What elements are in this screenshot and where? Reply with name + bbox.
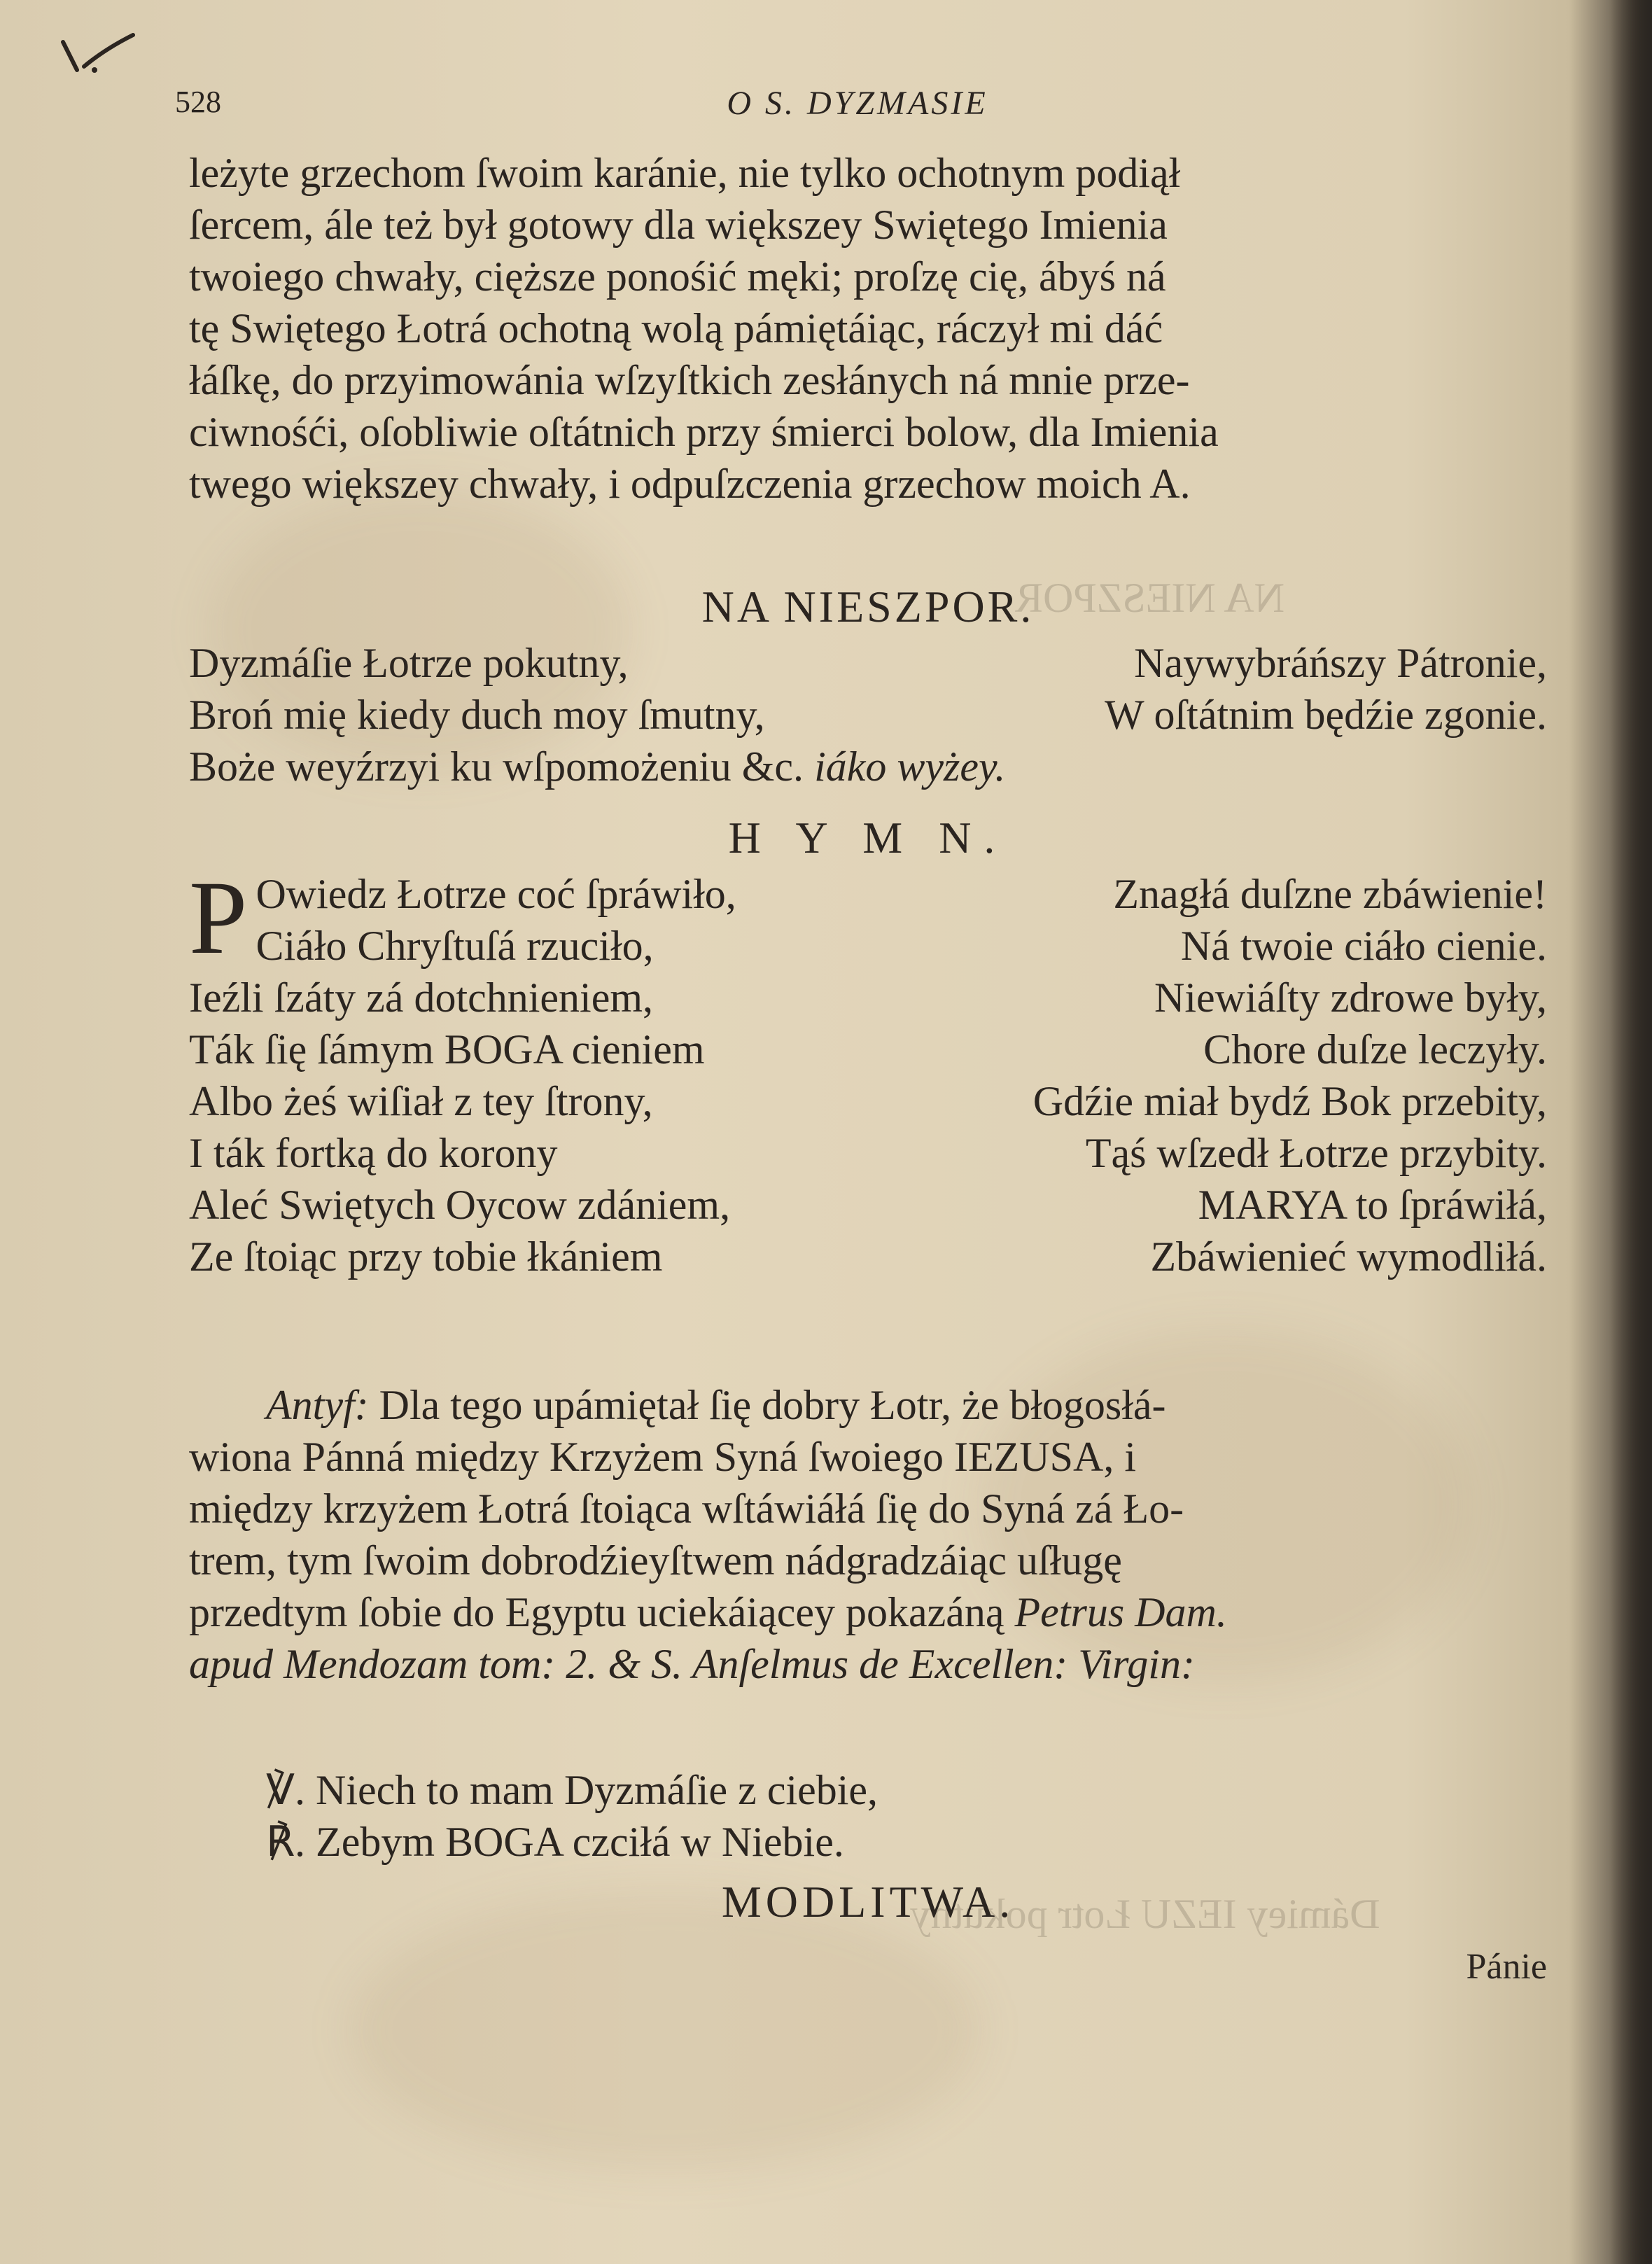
- verse-right: Ná twoie ciáło cienie.: [1180, 923, 1547, 969]
- text-line: łáſkę, do przyimowánia wſzyſtkich zesłánych ná mnie prze-: [189, 357, 1190, 403]
- prayer-ending: [189, 147, 1547, 510]
- verse-right: Chore duſze leczyły.: [1203, 1026, 1547, 1072]
- page-gutter-shadow: [1610, 0, 1652, 2264]
- response-text: Zebym BOGA czciłá w Niebie.: [316, 1819, 844, 1865]
- citation: Petrus Dam.: [1014, 1589, 1227, 1635]
- verse-right: Znagłá duſzne zbáwienie!: [1113, 871, 1547, 917]
- text-line: trem, tym ſwoim dobrodźieyſtwem nádgradzáiąc uſługę: [189, 1537, 1122, 1584]
- verse-left: Ciáło Chryſtuſá rzuciło,: [255, 923, 654, 969]
- versicle-italic: iáko wyżey.: [814, 743, 1006, 790]
- text-line: twoiego chwały, cięższe ponośić męki; proſzę cię, ábyś ná: [189, 253, 1166, 300]
- verse-line: [189, 689, 1547, 741]
- verse-right: Zbáwienieć wymodliłá.: [1150, 1234, 1547, 1280]
- verse-line: [189, 637, 1547, 689]
- ink-mark-icon: [56, 28, 140, 84]
- text-line: ciwnośći, oſobliwie oſtátnich przy śmierci bolow, dla Imienia: [189, 409, 1219, 455]
- versicle-text: Boże weyźrzyi ku wſpomożeniu &c.: [189, 743, 804, 790]
- versicle-text: Niech to mam Dyzmáſie z ciebie,: [316, 1767, 878, 1813]
- verse-left: Broń mię kiedy duch moy ſmutny,: [189, 692, 765, 738]
- page-number: 528: [175, 85, 221, 119]
- response: [189, 1816, 1547, 1868]
- verse-line: [189, 1075, 1547, 1127]
- text-line: [189, 1379, 1547, 1431]
- verse-line: [189, 1179, 1547, 1231]
- verse-right: Naywybráńszy Pátronie,: [1134, 640, 1547, 686]
- verse-line: [189, 972, 1547, 1023]
- paper-stain: [350, 1890, 980, 2170]
- show-through: NA NIESZPOR: [1015, 575, 1285, 621]
- text-line: tę Swiętego Łotrá ochotną wolą pámiętáiąc, ráczył mi dáć: [189, 305, 1163, 351]
- text-line: wiona Pánná między Krzyżem Syná ſwoiego IEZUSA, i: [189, 1434, 1137, 1480]
- verse-left: Ták ſię ſámym BOGA cieniem: [189, 1026, 705, 1072]
- verse-right: W oſtátnim będźie zgonie.: [1104, 692, 1547, 738]
- running-head: O S. DYZMASIE: [727, 85, 988, 122]
- text-line: twego większey chwały, i odpuſzczenia grzechow moich A.: [189, 461, 1191, 507]
- verse-left: Albo żeś wiſiał z tey ſtrony,: [189, 1078, 653, 1124]
- versicle-response: [189, 1764, 1547, 1868]
- hymn: [189, 860, 1547, 1283]
- section-heading-hymn: H Y M N.: [728, 813, 1008, 862]
- verse-line: [255, 920, 1547, 972]
- section-heading-vespers: NA NIESZPOR.: [701, 582, 1035, 631]
- response-mark: ℟.: [266, 1819, 306, 1865]
- page-header: [175, 84, 1540, 133]
- citation: apud Mendozam tom: 2. & S. Anſelmus de Excellen: Virgin:: [189, 1641, 1195, 1687]
- text-line: między krzyżem Łotrá ſtoiąca wſtáwiáłá ſię do Syná zá Ło-: [189, 1486, 1184, 1532]
- drop-cap: P: [189, 860, 248, 976]
- verse-left: Ze ſtoiąc przy tobie łkániem: [189, 1234, 663, 1280]
- verse-left: Owiedz Łotrze coć ſpráwiło,: [255, 871, 736, 917]
- verse-line: [189, 1023, 1547, 1075]
- text-line: ſercem, ále też był gotowy dla większey Swiętego Imienia: [189, 202, 1168, 248]
- antiphon-label: Antyf:: [266, 1382, 369, 1428]
- verse-right: Niewiáſty zdrowe były,: [1154, 974, 1547, 1021]
- verse-left: Ieźli ſzáty zá dotchnieniem,: [189, 974, 654, 1021]
- versicle: [189, 1764, 1547, 1816]
- text-line: leżyte grzechom ſwoim karánie, nie tylko ochotnym podiął: [189, 150, 1181, 196]
- versicle-mark: ℣.: [266, 1767, 306, 1813]
- vespers-verse: [189, 637, 1547, 792]
- verse-line: [189, 1127, 1547, 1179]
- show-through: Dámiey IEZU Łotr pokutny: [910, 1891, 1380, 1937]
- verse-line: [189, 1231, 1547, 1283]
- text-line: [189, 1586, 1547, 1638]
- antiphon-text: przedtym ſobie do Egyptu uciekáiącey pokazáną: [189, 1589, 1004, 1635]
- verse-right: Tąś wſzedł Łotrze przybity.: [1085, 1130, 1547, 1176]
- verse-left: Aleć Swiętych Oycow zdániem,: [189, 1182, 731, 1228]
- verse-left: I ták fortką do korony: [189, 1130, 558, 1176]
- catchword: Pánie: [1466, 1947, 1547, 1987]
- verse-right: Gdźie miał bydź Bok przebity,: [1032, 1078, 1547, 1124]
- verse-left: Dyzmáſie Łotrze pokutny,: [189, 640, 629, 686]
- verse-line: [255, 868, 1547, 920]
- verse-right: MARYA to ſpráwiłá,: [1198, 1182, 1547, 1228]
- vespers-versicle: [189, 741, 1547, 792]
- antiphon-text: Dla tego upámiętał ſię dobry Łotr, że błogosłá-: [379, 1382, 1166, 1428]
- section-heading-prayer: MODLITWA.: [721, 1877, 1015, 1927]
- antiphon: [189, 1379, 1547, 1690]
